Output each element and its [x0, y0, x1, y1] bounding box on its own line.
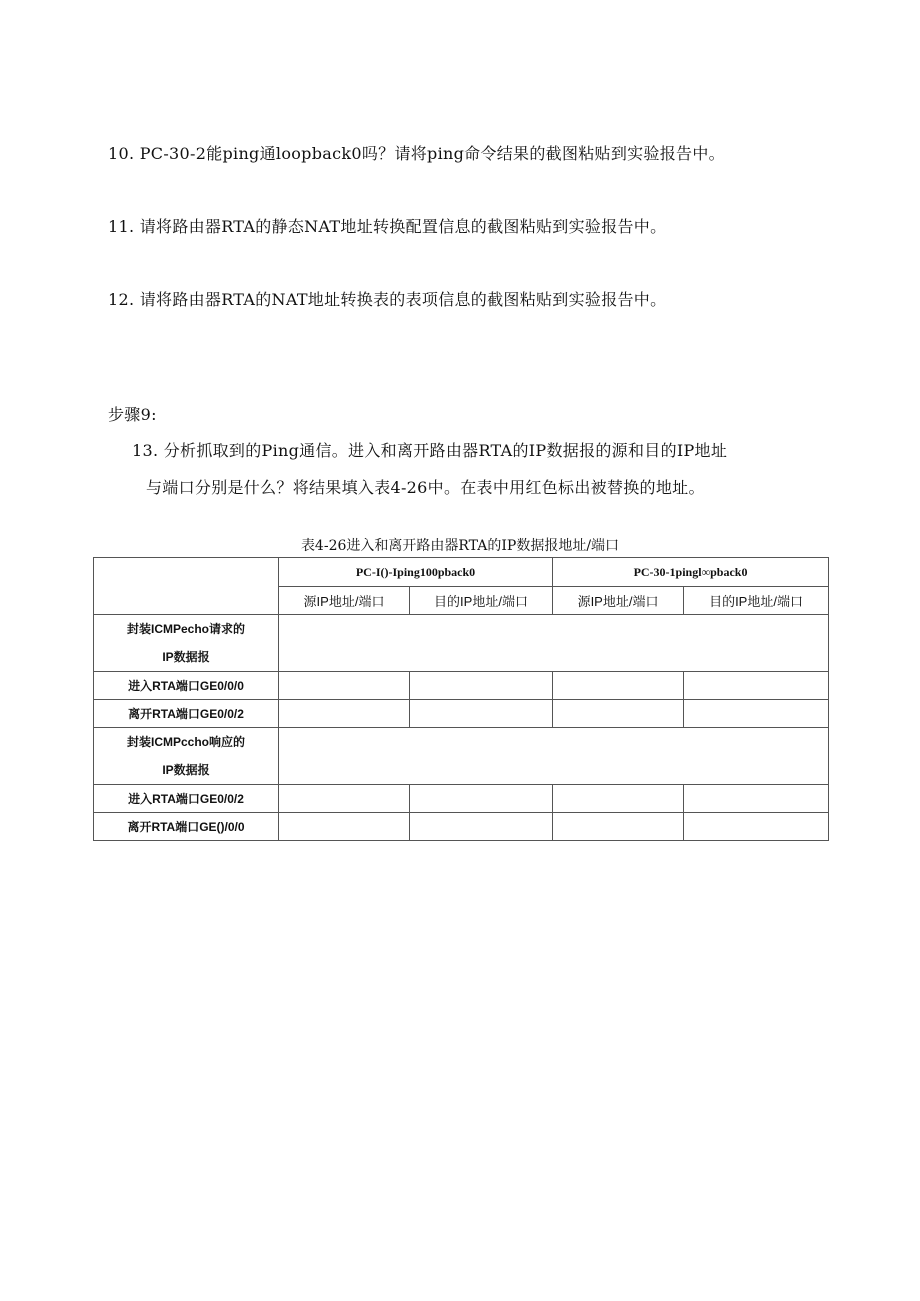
row-label: 进入RTA端口GE0/0/2: [94, 785, 279, 813]
table-row: [94, 615, 829, 672]
step-label: 步骤9:: [108, 405, 157, 424]
row-label-line2: IP数据报: [162, 763, 210, 777]
table-header-row-1: [94, 558, 829, 587]
row-label-line2: IP数据报: [162, 650, 210, 664]
table-cell[interactable]: [684, 785, 829, 813]
subheader-dst-2: 目的IP地址/端口: [684, 587, 829, 615]
table-cell[interactable]: [279, 785, 410, 813]
table-cell[interactable]: [553, 700, 684, 728]
question-12: 12. 请将路由器RTA的NAT地址转换表的表项信息的截图粘贴到实验报告中。: [108, 290, 667, 309]
merged-empty-cell[interactable]: [279, 615, 829, 672]
row-label-line1: 封装ICMPccho响应的: [126, 735, 245, 749]
row-label-echo-reply: [94, 728, 279, 785]
corner-cell: [94, 558, 279, 615]
table-cell[interactable]: [279, 813, 410, 841]
table-caption: 表4-26进入和离开路由器RTA的IP数据报地址/端口: [300, 538, 620, 554]
table-row: [94, 813, 829, 841]
table-cell[interactable]: [553, 785, 684, 813]
table-row: [94, 672, 829, 700]
table-cell[interactable]: [410, 785, 553, 813]
question-13-line2: 与端口分别是什么？将结果填入表4-26中。在表中用红色标出被替换的地址。: [146, 478, 705, 497]
row-label-line1: 封装ICMPecho请求的: [126, 622, 245, 636]
table-cell[interactable]: [684, 813, 829, 841]
table-row: [94, 700, 829, 728]
subheader-src-2: 源IP地址/端口: [553, 587, 684, 615]
question-13-line1: 13. 分析抓取到的Ping通信。进入和离开路由器RTA的IP数据报的源和目的IP地址: [132, 441, 728, 460]
table-cell[interactable]: [553, 813, 684, 841]
question-11: 11. 请将路由器RTA的静态NAT地址转换配置信息的截图粘贴到实验报告中。: [108, 217, 667, 236]
group-header-1: PC-I()-Iping100pback0: [279, 558, 553, 587]
table-row: [94, 728, 829, 785]
table-cell[interactable]: [684, 672, 829, 700]
table-row: [94, 785, 829, 813]
table-cell[interactable]: [279, 700, 410, 728]
table-cell[interactable]: [553, 672, 684, 700]
row-label: 离开RTA端口GE0/0/2: [94, 700, 279, 728]
address-port-table: [93, 557, 829, 841]
group-header-2: PC-30-1pingl∞pback0: [553, 558, 829, 587]
row-label: 离开RTA端口GE()/0/0: [94, 813, 279, 841]
table-cell[interactable]: [684, 700, 829, 728]
merged-empty-cell[interactable]: [279, 728, 829, 785]
table-cell[interactable]: [410, 813, 553, 841]
subheader-src-1: 源IP地址/端口: [279, 587, 410, 615]
subheader-dst-1: 目的IP地址/端口: [410, 587, 553, 615]
row-label-echo-request: [94, 615, 279, 672]
question-10: 10. PC-30-2能ping通loopback0吗？请将ping命令结果的截图粘贴到实验报告中。: [108, 144, 725, 163]
table-cell[interactable]: [410, 700, 553, 728]
table-cell[interactable]: [410, 672, 553, 700]
row-label: 进入RTA端口GE0/0/0: [94, 672, 279, 700]
table-cell[interactable]: [279, 672, 410, 700]
